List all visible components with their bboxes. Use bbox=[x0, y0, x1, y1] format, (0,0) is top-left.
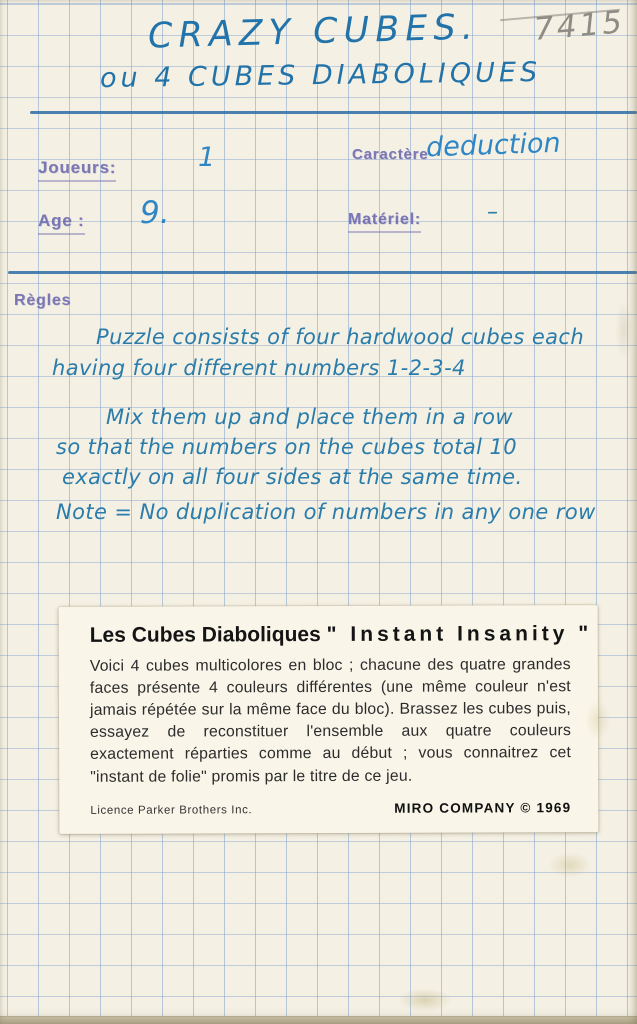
rules-line-1: Puzzle consists of four hardwood cubes each bbox=[96, 325, 585, 349]
label-title-quoted: " Instant Insanity " bbox=[326, 622, 593, 647]
rules-line-2: having four different numbers 1-2-3-4 bbox=[52, 356, 466, 380]
age-stamp: Age : bbox=[38, 211, 85, 235]
regles-stamp: Règles bbox=[14, 292, 72, 309]
stain-mark bbox=[615, 300, 633, 360]
label-title-main: Les Cubes Diaboliques bbox=[89, 623, 321, 647]
card-bottom-edge bbox=[0, 1016, 637, 1024]
label-title bbox=[89, 622, 593, 648]
stain-mark bbox=[398, 988, 452, 1012]
licence-text: Licence Parker Brothers Inc. bbox=[90, 803, 253, 817]
label-footer bbox=[90, 800, 571, 817]
company-copyright: MIRO COMPANY © 1969 bbox=[394, 799, 572, 816]
horizontal-rule-top bbox=[30, 111, 637, 114]
joueurs-value: 1 bbox=[198, 142, 216, 173]
materiel-stamp: Matériel: bbox=[348, 211, 421, 233]
rules-line-3: Mix them up and place them in a row bbox=[106, 405, 513, 429]
materiel-value: – bbox=[487, 200, 498, 225]
caractere-value: deduction bbox=[425, 127, 562, 164]
card-title: CRAZY CUBES. bbox=[147, 7, 480, 57]
card-subtitle: ou 4 CUBES DIABOLIQUES bbox=[99, 56, 542, 95]
catalog-number: 7415 bbox=[532, 4, 627, 48]
rules-line-4: so that the numbers on the cubes total 10 bbox=[56, 435, 518, 459]
caractere-stamp: Caractère bbox=[352, 146, 429, 163]
label-body-text: Voici 4 cubes multicolores en bloc ; chacune des quatre grandes faces présente 4 couleurs différentes (une même couleur n'est jamais répétée sur la même face du bloc). Brassez les cubes puis, essayez de reconstituer l'ensemble aux quatre couleurs exactement réparties comme au début ; vous connaitrez cet "instant de folie" promis par le titre de ce jeu. bbox=[89, 656, 572, 786]
stain-mark bbox=[548, 852, 592, 878]
joueurs-stamp: Joueurs: bbox=[38, 158, 116, 182]
rules-line-5: exactly on all four sides at the same time. bbox=[62, 465, 523, 489]
printed-label bbox=[59, 605, 599, 834]
horizontal-rule-middle bbox=[8, 271, 637, 274]
age-value: 9. bbox=[140, 195, 170, 231]
rules-note-line: Note = No duplication of numbers in any one row bbox=[56, 500, 596, 524]
